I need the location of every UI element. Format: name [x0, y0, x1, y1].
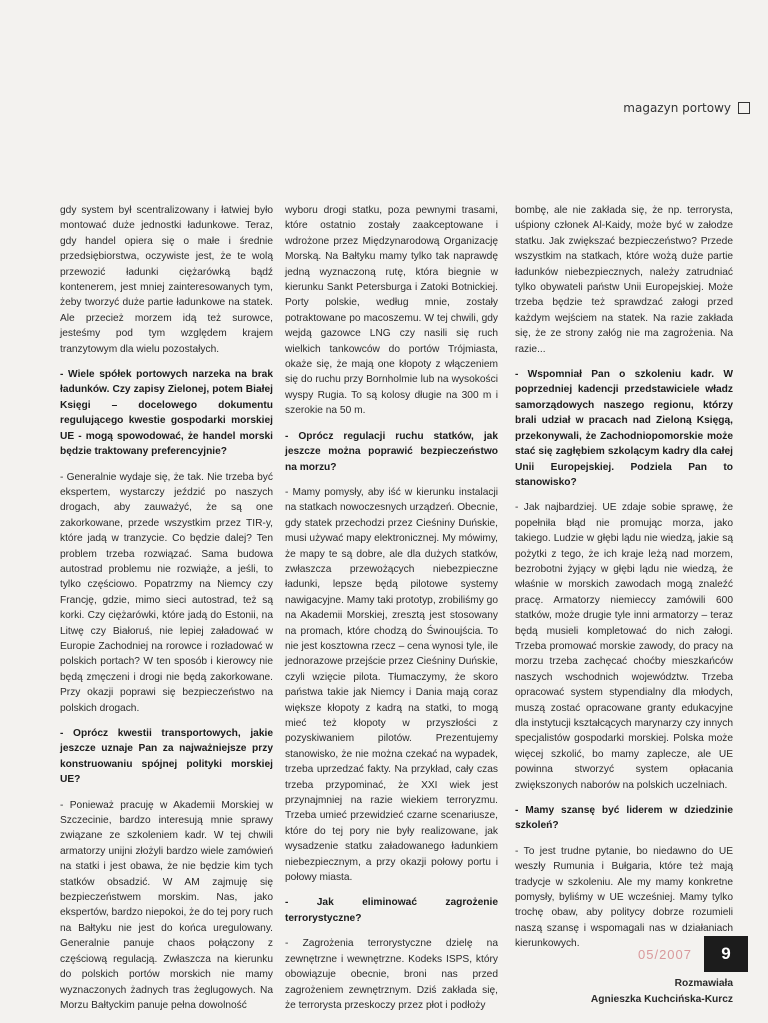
- question: - Mamy szansę być liderem w dziedzinie szkoleń?: [515, 805, 733, 832]
- page-footer: [638, 936, 748, 972]
- issue-date: 05/2007: [638, 946, 692, 962]
- page-number: 9: [704, 936, 748, 972]
- section-title: magazyn portowy: [623, 101, 731, 115]
- question: - Oprócz kwestii transportowych, jakie jeszcze uznaje Pan za najważniejsze przy konstruowaniu spójnej polityki morskiej UE?: [60, 728, 273, 786]
- question: - Jak eliminować zagrożenie terrorystyczne?: [285, 897, 498, 924]
- section-header: [623, 101, 750, 115]
- square-icon: [738, 102, 750, 114]
- paragraph: wyboru drogi statku, poza pewnymi trasami, które ostatnio zostały zaakceptowane i wdrożone przez Międzynarodową Organizację Morską. Na Bałtyku mamy tylko tak naprawdę jedną wyznaczoną rutę, która biegnie w kierunku Sankt Petersburga i Zatoki Botnickiej. Porty polskie, według mnie, zostały potraktowane po macoszemu. W tej chwili, gdy wejdą gazowce LNG czy nasili się ruch wielkich tankowców do portów Trójmiasta, okaże się, że mają one kłopoty z włączeniem się do ruchu przy Bornholmie lub na wysokości wyspy Rugia. To są kolosy długie na 300 m i szerokie na 50 m.: [285, 205, 498, 417]
- answer: - Ponieważ pracuję w Akademii Morskiej w Szczecinie, bardzo interesują mnie sprawy związane ze szkoleniem kadr. W tej chwili armatorzy unijni złożyli bardzo wiele zamówień na statki i jest obawa, że nie będzie kim tych statków obsadzić. W AM zajmuję się bezpieczeństwem morskim. Nas, jako ekspertów, bardzo niepokoi, że do tej pory ruch na Bałtyku nie jest do końca uregulowany. Generalnie panuje chaos połączony z częściową regulacją. Zwłaszcza na kierunku do polskich portów morskich nie mamy wyznaczonych żadnych tras żeglugowych. Na Morzu Bałtyckim panuje pełna dowolność: [60, 799, 273, 1011]
- answer: - Jak najbardziej. UE zdaje sobie sprawę, że popełniła błąd nie promując morza, jako takiego. Ludzie w głębi lądu nie wiedzą, jakie są pożytki z tego, że ich kraje leżą nad morzem, bezrobotni żyjący w głębi lądu nie wiedzą, że właśnie w morskich zawodach mogą znaleźć pracę. Armatorzy niemieccy zamówili 600 statków, może drugie tyle inni armatorzy – teraz będą musieli kompletować do nich załogi. Trzeba promować morskie zawody, do pracy na morzu trzeba zachęcać choćby mieszkańców naszych wschodnich województw. Trzeba opracować system stypendialny dla młodych, muszą zostać opracowane granty edukacyjne dla instytucji kształcących marynarzy czy innych specjalistów gospodarki morskiej. Polska może więcej szkolić, bo mamy zaplecze, ale UE powinna stworzyć system opłacania zwiększonych naborów na polskich uczelniach.: [515, 502, 733, 791]
- answer: - Zagrożenia terrorystyczne dzielę na zewnętrzne i wewnętrzne. Kodeks ISPS, który obowiązuje obecnie, broni nas przed zagrożeniem zewnętrznym. Dziś zakłada się, że terrorysta przeskoczy przez płot i podłoży: [285, 938, 498, 1011]
- answer: - Mamy pomysły, aby iść w kierunku instalacji na statkach nowoczesnych urządzeń. Obecnie, gdy statek przechodzi przez Cieśniny Duńskie, musi używać mapy elektronicznej. My mówimy, że mapy te są dobre, ale dla dużych statków, zwłaszcza przewożących niebezpieczne ładunki, lepsze będą pilotowe systemy nawigacyjne. Mamy taki prototyp, zrobiliśmy go na Akademii Morskiej, zresztą jest stosowany na promach, które chodzą do Świnoujścia. To nie jest kosztowna rzecz – cena wynosi tyle, ile jednorazowe przejście przez Cieśniny Duńskie, czyli wzięcie pilota. Tłumaczymy, że skoro państwa takie jak Niemcy i Dania mają coraz większe kłopoty z kadrą na statki, to mogą mieć też kłopoty w przyszłości z pozyskiwaniem pilotów. Prezentujemy stanowisko, że nie można czekać na wypadek, trzeba uprzedzać fakty. Na przykład, cały czas trzeba przypominać, że XXI wiek jest przynajmniej na razie wiekiem terroryzmu. Trzeba umieć przewidzieć czarne scenariusze, które do tej pory nie były realizowane, jak wysadzenie statku załadowanego ładunkiem niebezpiecznym, a przy okazji połowy portu i połowy miasta.: [285, 486, 498, 884]
- paragraph: bombę, ale nie zakłada się, że np. terrorysta, uśpiony członek Al-Kaidy, może być w załodze statku. Jak zwiększać bezpieczeństwo? Przede wszystkim na statkach, które wożą duże partie ładunków niebezpiecznych, należy zatrudniać tylko obywateli państw Unii Europejskiej. Może trzeba będzie też sprawdzać załogi przed każdym wejściem na statek. Na razie zakłada się, że ze strony załóg nie ma zagrożenia. Na razie...: [515, 205, 733, 355]
- column-1: [60, 203, 273, 1023]
- column-3: [515, 203, 733, 1008]
- signature-label: Rozmawiała: [674, 977, 733, 989]
- answer: - Generalnie wydaje się, że tak. Nie trzeba być ekspertem, wystarczy jeździć po naszych drogach, aby zauważyć, że są one zakorkowane, przede wszystkim przez TIR-y, które jadą w tranzycie. Co będzie dalej? Ten problem trzeba rozwiązać. Sama budowa autostrad problemu nie rozwiąże, a jeśli, to tylko częściowo. Popatrzmy na Niemcy czy Francję, gdzie, mimo sieci autostrad, też są korki. Czy ciężarówki, które jadą do Estonii, na Litwę czy Białoruś, nie lepiej załadować w Europie Zachodniej na rorowce i rozładować w polskich portach? W ten sposób i kierowcy nie będą zmęczeni i drogi nie będą zakorkowane. Przy okazji poprawi się bezpieczeństwo na polskich drogach.: [60, 471, 273, 714]
- question: - Wiele spółek portowych narzeka na brak ładunków. Czy zapisy Zielonej, potem Białej Księgi – docelowego dokumentu regulującego kwestie gospodarki morskiej UE - mogą spowodować, że handel morski będzie traktowany preferencyjnie?: [60, 369, 273, 458]
- question: - Wspomniał Pan o szkoleniu kadr. W poprzedniej kadencji przedstawiciele władz samorządowych naszego regionu, którzy brali udział w pracach nad Zieloną Księgą, przekonywali, że Zachodniopomorskie może stać się zagłębiem szkolącym kadry dla całej Unii Europejskiej. Podziela Pan to stanowisko?: [515, 369, 733, 488]
- column-2: [285, 203, 498, 1023]
- answer: - To jest trudne pytanie, bo niedawno do UE weszły Rumunia i Bułgaria, które też mają tradycje w szkoleniu. Ale my mamy konkretne pomysły, byliśmy w UE wcześniej. Mamy tylko trochę obaw, aby politycy dobrze rozumieli naszą szansę i wspomagali nas w działaniach kierunkowych.: [515, 845, 733, 950]
- signature-name: Agnieszka Kuchcińska-Kurcz: [590, 993, 733, 1005]
- signature: [515, 976, 733, 1008]
- paragraph: gdy system był scentralizowany i łatwiej było montować duże jednostki ładunkowe. Teraz, gdy handel opiera się o małe i średnie przedsiębiorstwa, oczywiste jest, że te wolą przewozić ładunki ciężarówką bądź kontenerem, jest mniej zainteresowanych tym, żeby tworzyć duże partie ładunkowe na statek. Ale przecież morzem idą też surowce, jesteśmy pod tym względem krajem tranzytowym dla wielu pozostałych.: [60, 205, 273, 355]
- question: - Oprócz regulacji ruchu statków, jak jeszcze można poprawić bezpieczeństwo na morzu?: [285, 430, 498, 473]
